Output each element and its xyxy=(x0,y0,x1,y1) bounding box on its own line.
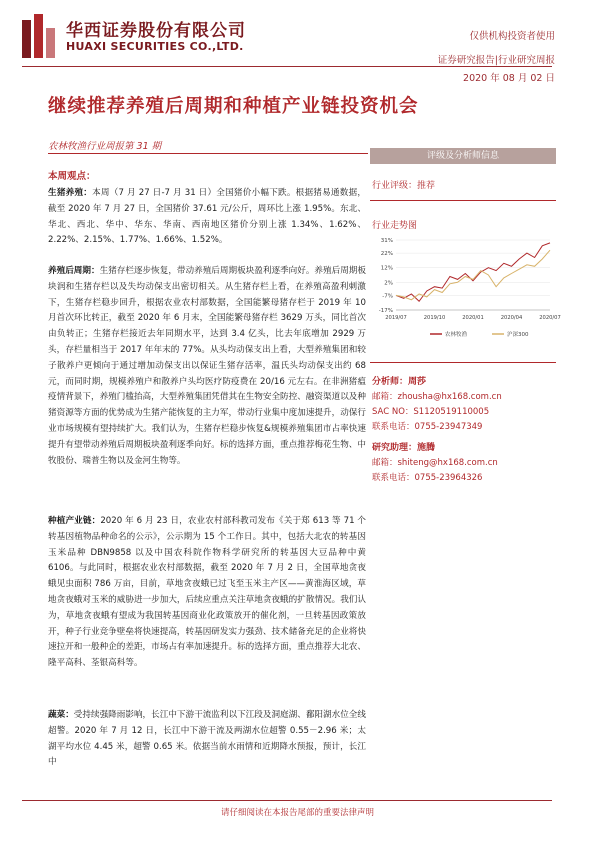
rating-label: 行业评级：推荐 xyxy=(372,181,436,191)
report-type: 证券研究报告|行业研究周报 xyxy=(437,55,555,66)
paragraph-lead: 蔬菜： xyxy=(48,710,74,720)
company-logo-icon xyxy=(22,14,60,58)
paragraph-text: 生猪存栏逐步恢复，带动养殖后周期板块盈利逐季向好。养殖后周期板块润和生猪存栏以及失均动保支出密切相关。从生猪存栏上看，在养殖高盈利刺激下，生猪存栏稳步回升，根据农业农村部数据，全国能繁母猪存栏于 2019 年 10 月首次环比转正，截至 2020 年 6 月末，全国能繁母猪存栏 3629 万头，同比首次由负转正；生猪存栏接近去年同期水平，达到 3.4 亿头，比去年底增加 2929 万头，存栏量相当于 2017 年年末的 77%。从头均动保支出上看，大型养殖集团和较子散养户更倾向于通过增加动保支出以保证生猪存活率，温氏头均动保支出约 68 元，而同时期，规模养殖户和散养户头均医疗防疫费在 20/16 元左右。在非洲猪瘟疫情背景下，养殖门槛抬高，大型养殖集团凭借其在生物安全防控、融资渠道以及种猪资源等方面的优势成为生猪产能恢复的主力军，带动行业集中度加速提升，动保行业市场规模有望持续扩大。我们认为，生猪存栏稳步恢复&规模养殖集团市占率快速提升有望带动养殖后周期板块盈利逐季向好。标的选择方面，重点推荐梅花生物、中牧股份、瑞普生物以及金河生物等。 xyxy=(48,266,366,466)
footer-divider xyxy=(22,800,552,801)
assistant-heading: 研究助理：施腾 xyxy=(372,443,436,453)
x-tick-label: 2019/10 xyxy=(423,315,446,321)
analyst-email: 邮箱：zhousha@hx168.com.cn xyxy=(372,392,502,402)
legend-label: 农林牧渔 xyxy=(445,332,468,338)
paragraph-text: 2020 年 6 月 23 日，农业农村部科教司发布《关于郑 613 等 71 个转基因植物品种命名的公示》，公示期为 15 个工作日。其中，包括大北农的转基因玉米品种 DBN9858 以及中国农科院作物科学研究所的转基因大豆品种中黄 6106。与此同时，根据农业农村部数据，截至 2020 年 7 月 2 日，全国草地贪夜蛾见虫面积 786 万亩，目前，草地贪夜蛾已过飞至玉米主产区——黄淮海区域，草地贪夜蛾对玉米的威胁进一步加大，后续应重点关注草地贪夜蛾的扩散情况。我们认为，草地贪夜蛾有望成为我国转基因商业化政策放开的催化剂，一旦转基因政策放开，种子行业竞争壁垒将快速提高，转基因研发实力强劲、技术储备充足的企业将快速拉开和一般种企的差距，市场占有率加速提升。标的选择方面，重点推荐大北农、隆平高科、荃银高科等。 xyxy=(48,516,366,669)
paragraph-planting xyxy=(48,514,366,672)
assistant-phone: 联系电话：0755-23964326 xyxy=(372,473,483,483)
analyst-phone: 联系电话：0755-23947349 xyxy=(372,422,483,432)
x-tick-label: 2020/04 xyxy=(500,315,523,321)
trend-label: 行业走势图 xyxy=(372,221,418,231)
sidebar-divider xyxy=(370,200,556,201)
company-name-en: HUAXI SECURITIES CO.,LTD. xyxy=(66,40,244,53)
y-tick-label: 22% xyxy=(380,251,393,258)
rating-value: 推荐 xyxy=(417,181,436,191)
sidebar-divider xyxy=(370,362,556,363)
legend-label: 沪深300 xyxy=(507,332,529,338)
sidebar-box-title: 评级及分析师信息 xyxy=(370,148,556,164)
series-line xyxy=(396,250,550,300)
analyst-name: 周莎 xyxy=(408,377,427,387)
report-date: 2020 年 08 月 02 日 xyxy=(463,73,555,84)
section-heading: 本周观点： xyxy=(48,171,96,182)
analyst-heading: 分析师：周莎 xyxy=(372,377,427,387)
analyst-sac: SAC NO：S1120519110005 xyxy=(372,407,490,417)
legal-notice: 请仔细阅读在本报告尾部的重要法律声明 xyxy=(220,808,374,818)
y-tick-label: -17% xyxy=(378,308,393,314)
y-tick-label: 2% xyxy=(384,280,393,287)
y-tick-label: -7% xyxy=(382,293,393,300)
paragraph-lead: 生猪养殖： xyxy=(48,188,93,198)
header-divider xyxy=(22,66,552,67)
usage-note: 仅供机构投资者使用 xyxy=(469,31,555,42)
analyst-block xyxy=(372,374,502,432)
x-tick-label: 2019/07 xyxy=(385,315,407,321)
assistant-email: 邮箱：shiteng@hx168.com.cn xyxy=(372,458,498,468)
title-divider xyxy=(48,153,368,154)
report-title: 继续推荐养殖后周期和种植产业链投资机会 xyxy=(48,96,419,117)
paragraph-aftercycle xyxy=(48,264,366,469)
paragraph-lead: 种植产业链： xyxy=(48,516,101,526)
paragraph-text: 受持续强降雨影响，长江中下游干流监利以下江段及洞庭湖、鄱阳湖水位全线超警。2020 年 7 月 12 日，长江中下游干流及两湖水位超警 0.55－2.96 米；太湖平均水位 4.45 米，超警 0.65 米。依据当前水雨情和近期降水预报，预计，长江中 xyxy=(48,710,366,768)
paragraph-text: 本周（7 月 27 日-7 月 31 日）全国猪价小幅下跌。根据猪易通数据，截至 2020 年 7 月 27 日，全国猪价 37.61 元/公斤，周环比上涨 1.95%。东北、华北、西北、华中、华东、华南、西南地区猪价分别上涨 1.34%、1.62%、2.22%、2.15%、1.77%、1.66%、1.52%。 xyxy=(48,188,366,246)
series-line xyxy=(396,243,550,301)
x-tick-label: 2020/01 xyxy=(462,315,484,321)
assistant-name: 施腾 xyxy=(417,443,436,453)
paragraph-pig xyxy=(48,186,366,249)
report-subtitle: 农林牧渔行业周报第 31 期 xyxy=(48,141,162,152)
industry-trend-chart xyxy=(368,232,561,352)
x-tick-label: 2020/07 xyxy=(539,315,561,321)
paragraph-vegetables xyxy=(48,708,366,771)
y-tick-label: 31% xyxy=(380,238,393,244)
y-tick-label: 12% xyxy=(380,265,393,272)
assistant-block xyxy=(372,440,498,483)
paragraph-lead: 养殖后周期： xyxy=(48,266,100,276)
company-name-cn: 华西证券股份有限公司 xyxy=(66,21,246,41)
